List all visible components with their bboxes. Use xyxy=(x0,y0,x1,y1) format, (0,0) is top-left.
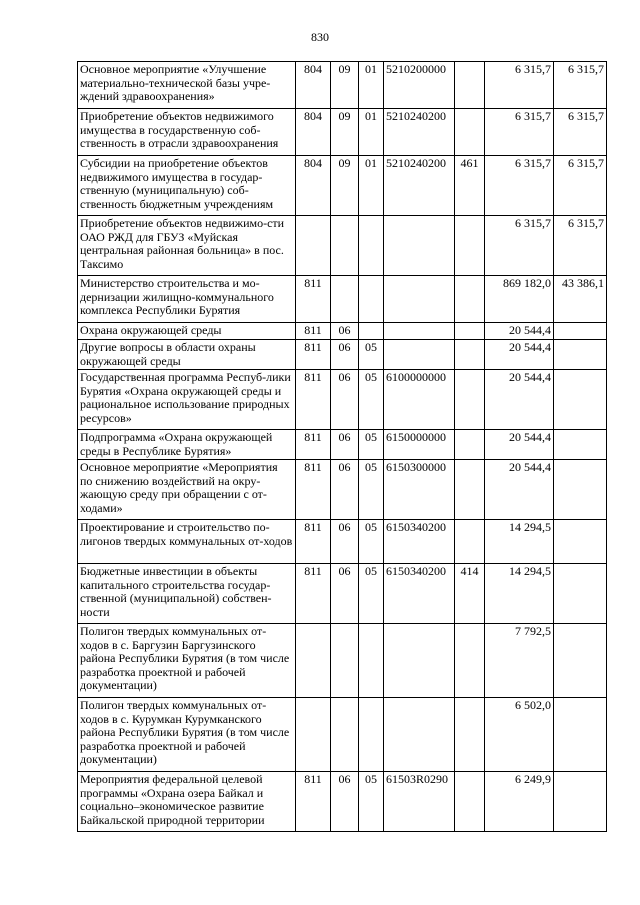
expense-type-code xyxy=(455,460,485,520)
subsection-code: 05 xyxy=(359,772,384,832)
amount-1: 14 294,5 xyxy=(485,564,554,624)
amount-2 xyxy=(554,370,607,430)
expense-type-code xyxy=(455,520,485,564)
section-code xyxy=(331,276,359,323)
subsection-code: 01 xyxy=(359,109,384,156)
row-name: Субсидии на приобретение объектов недвижимого имущества в государ-ственную (муниципальную) соб-ственность бюджетным учреждениям xyxy=(78,156,296,216)
amount-1: 6 315,7 xyxy=(485,216,554,276)
subsection-code xyxy=(359,276,384,323)
table-row xyxy=(78,340,607,370)
table-row xyxy=(78,564,607,624)
row-name: Полигон твердых коммунальных от-ходов в с. Курумкан Курумканского района Республики Бурятия (в том числе разработка проектной и рабочей документации) xyxy=(78,698,296,772)
section-code: 06 xyxy=(331,460,359,520)
grbs-code: 811 xyxy=(296,323,331,340)
grbs-code: 804 xyxy=(296,62,331,109)
page-number: 830 xyxy=(311,30,329,44)
row-name: Основное мероприятие «Улучшение материально-технической базы учре-ждений здравоохранения» xyxy=(78,62,296,109)
table-row xyxy=(78,216,607,276)
amount-1: 7 792,5 xyxy=(485,624,554,698)
target-article-code: 5210240200 xyxy=(384,109,455,156)
table-row xyxy=(78,624,607,698)
budget-table-body xyxy=(78,62,607,832)
target-article-code: 6100000000 xyxy=(384,370,455,430)
amount-2 xyxy=(554,323,607,340)
grbs-code: 811 xyxy=(296,564,331,624)
grbs-code xyxy=(296,698,331,772)
target-article-code: 5210240200 xyxy=(384,156,455,216)
amount-2 xyxy=(554,624,607,698)
grbs-code: 811 xyxy=(296,340,331,370)
amount-1: 6 315,7 xyxy=(485,156,554,216)
row-name: Приобретение объектов недвижимого имущества в государственную соб-ственность в отрасли здравоохранения xyxy=(78,109,296,156)
amount-1: 6 315,7 xyxy=(485,62,554,109)
grbs-code: 811 xyxy=(296,370,331,430)
grbs-code xyxy=(296,216,331,276)
expense-type-code xyxy=(455,624,485,698)
section-code: 06 xyxy=(331,323,359,340)
subsection-code: 05 xyxy=(359,460,384,520)
budget-table xyxy=(77,61,607,832)
table-row xyxy=(78,156,607,216)
amount-1: 6 315,7 xyxy=(485,109,554,156)
grbs-code: 811 xyxy=(296,772,331,832)
amount-2: 6 315,7 xyxy=(554,156,607,216)
row-name: Государственная программа Респуб-лики Бурятия «Охрана окружающей среды и рациональное использование природных ресурсов» xyxy=(78,370,296,430)
subsection-code xyxy=(359,323,384,340)
amount-1: 20 544,4 xyxy=(485,370,554,430)
target-article-code xyxy=(384,323,455,340)
amount-2 xyxy=(554,772,607,832)
table-row xyxy=(78,370,607,430)
section-code xyxy=(331,216,359,276)
target-article-code xyxy=(384,276,455,323)
section-code: 06 xyxy=(331,772,359,832)
section-code: 06 xyxy=(331,564,359,624)
amount-1: 20 544,4 xyxy=(485,430,554,460)
row-name: Подпрограмма «Охрана окружающей среды в Республике Бурятия» xyxy=(78,430,296,460)
target-article-code xyxy=(384,340,455,370)
amount-1: 20 544,4 xyxy=(485,460,554,520)
section-code: 06 xyxy=(331,340,359,370)
section-code: 09 xyxy=(331,62,359,109)
amount-2 xyxy=(554,430,607,460)
row-name: Другие вопросы в области охраны окружающей среды xyxy=(78,340,296,370)
grbs-code xyxy=(296,624,331,698)
expense-type-code xyxy=(455,109,485,156)
subsection-code: 01 xyxy=(359,156,384,216)
expense-type-code xyxy=(455,62,485,109)
section-code: 06 xyxy=(331,520,359,564)
target-article-code: 6150340200 xyxy=(384,564,455,624)
grbs-code: 811 xyxy=(296,520,331,564)
row-name: Бюджетные инвестиции в объекты капитального строительства государ-ственной (муниципальной) собствен-ности xyxy=(78,564,296,624)
table-row xyxy=(78,772,607,832)
subsection-code: 05 xyxy=(359,520,384,564)
table-row xyxy=(78,698,607,772)
amount-2 xyxy=(554,564,607,624)
row-name: Проектирование и строительство по-лигонов твердых коммунальных от-ходов xyxy=(78,520,296,564)
section-code: 09 xyxy=(331,109,359,156)
target-article-code: 6150340200 xyxy=(384,520,455,564)
amount-1: 6 502,0 xyxy=(485,698,554,772)
amount-1: 20 544,4 xyxy=(485,323,554,340)
amount-1: 6 249,9 xyxy=(485,772,554,832)
expense-type-code xyxy=(455,276,485,323)
subsection-code: 05 xyxy=(359,430,384,460)
expense-type-code xyxy=(455,698,485,772)
amount-2: 6 315,7 xyxy=(554,109,607,156)
subsection-code: 01 xyxy=(359,62,384,109)
grbs-code: 811 xyxy=(296,276,331,323)
table-row xyxy=(78,109,607,156)
section-code xyxy=(331,698,359,772)
grbs-code: 811 xyxy=(296,460,331,520)
grbs-code: 811 xyxy=(296,430,331,460)
row-name: Министерство строительства и мо-дернизации жилищно-коммунального комплекса Республики Бурятия xyxy=(78,276,296,323)
amount-2 xyxy=(554,698,607,772)
grbs-code: 804 xyxy=(296,156,331,216)
row-name: Основное мероприятие «Мероприятия по снижению воздействий на окру-жающую среду при обращении с от-ходами» xyxy=(78,460,296,520)
target-article-code xyxy=(384,624,455,698)
subsection-code: 05 xyxy=(359,340,384,370)
target-article-code: 6150300000 xyxy=(384,460,455,520)
expense-type-code xyxy=(455,323,485,340)
target-article-code xyxy=(384,698,455,772)
target-article-code: 6150000000 xyxy=(384,430,455,460)
row-name: Приобретение объектов недвижимо-сти ОАО РЖД для ГБУЗ «Муйская центральная районная больница» в пос. Таксимо xyxy=(78,216,296,276)
expense-type-code: 414 xyxy=(455,564,485,624)
grbs-code: 804 xyxy=(296,109,331,156)
amount-2: 43 386,1 xyxy=(554,276,607,323)
amount-1: 20 544,4 xyxy=(485,340,554,370)
table-row xyxy=(78,323,607,340)
expense-type-code xyxy=(455,216,485,276)
expense-type-code xyxy=(455,370,485,430)
expense-type-code xyxy=(455,430,485,460)
target-article-code: 5210200000 xyxy=(384,62,455,109)
expense-type-code: 461 xyxy=(455,156,485,216)
section-code: 09 xyxy=(331,156,359,216)
row-name: Мероприятия федеральной целевой программы «Охрана озера Байкал и социально–экономическое развитие Байкальской природной территории xyxy=(78,772,296,832)
table-row xyxy=(78,520,607,564)
section-code: 06 xyxy=(331,430,359,460)
expense-type-code xyxy=(455,340,485,370)
subsection-code xyxy=(359,216,384,276)
amount-2: 6 315,7 xyxy=(554,216,607,276)
expense-type-code xyxy=(455,772,485,832)
table-row xyxy=(78,62,607,109)
amount-2 xyxy=(554,520,607,564)
table-row xyxy=(78,276,607,323)
table-row xyxy=(78,460,607,520)
section-code: 06 xyxy=(331,370,359,430)
row-name: Охрана окружающей среды xyxy=(78,323,296,340)
section-code xyxy=(331,624,359,698)
row-name: Полигон твердых коммунальных от-ходов в с. Баргузин Баргузинского района Республики Бурятия (в том числе разработка проектной и рабочей документации) xyxy=(78,624,296,698)
amount-1: 14 294,5 xyxy=(485,520,554,564)
target-article-code xyxy=(384,216,455,276)
amount-2 xyxy=(554,340,607,370)
amount-2: 6 315,7 xyxy=(554,62,607,109)
amount-1: 869 182,0 xyxy=(485,276,554,323)
subsection-code xyxy=(359,698,384,772)
target-article-code: 61503R0290 xyxy=(384,772,455,832)
subsection-code: 05 xyxy=(359,564,384,624)
subsection-code xyxy=(359,624,384,698)
amount-2 xyxy=(554,460,607,520)
table-row xyxy=(78,430,607,460)
subsection-code: 05 xyxy=(359,370,384,430)
